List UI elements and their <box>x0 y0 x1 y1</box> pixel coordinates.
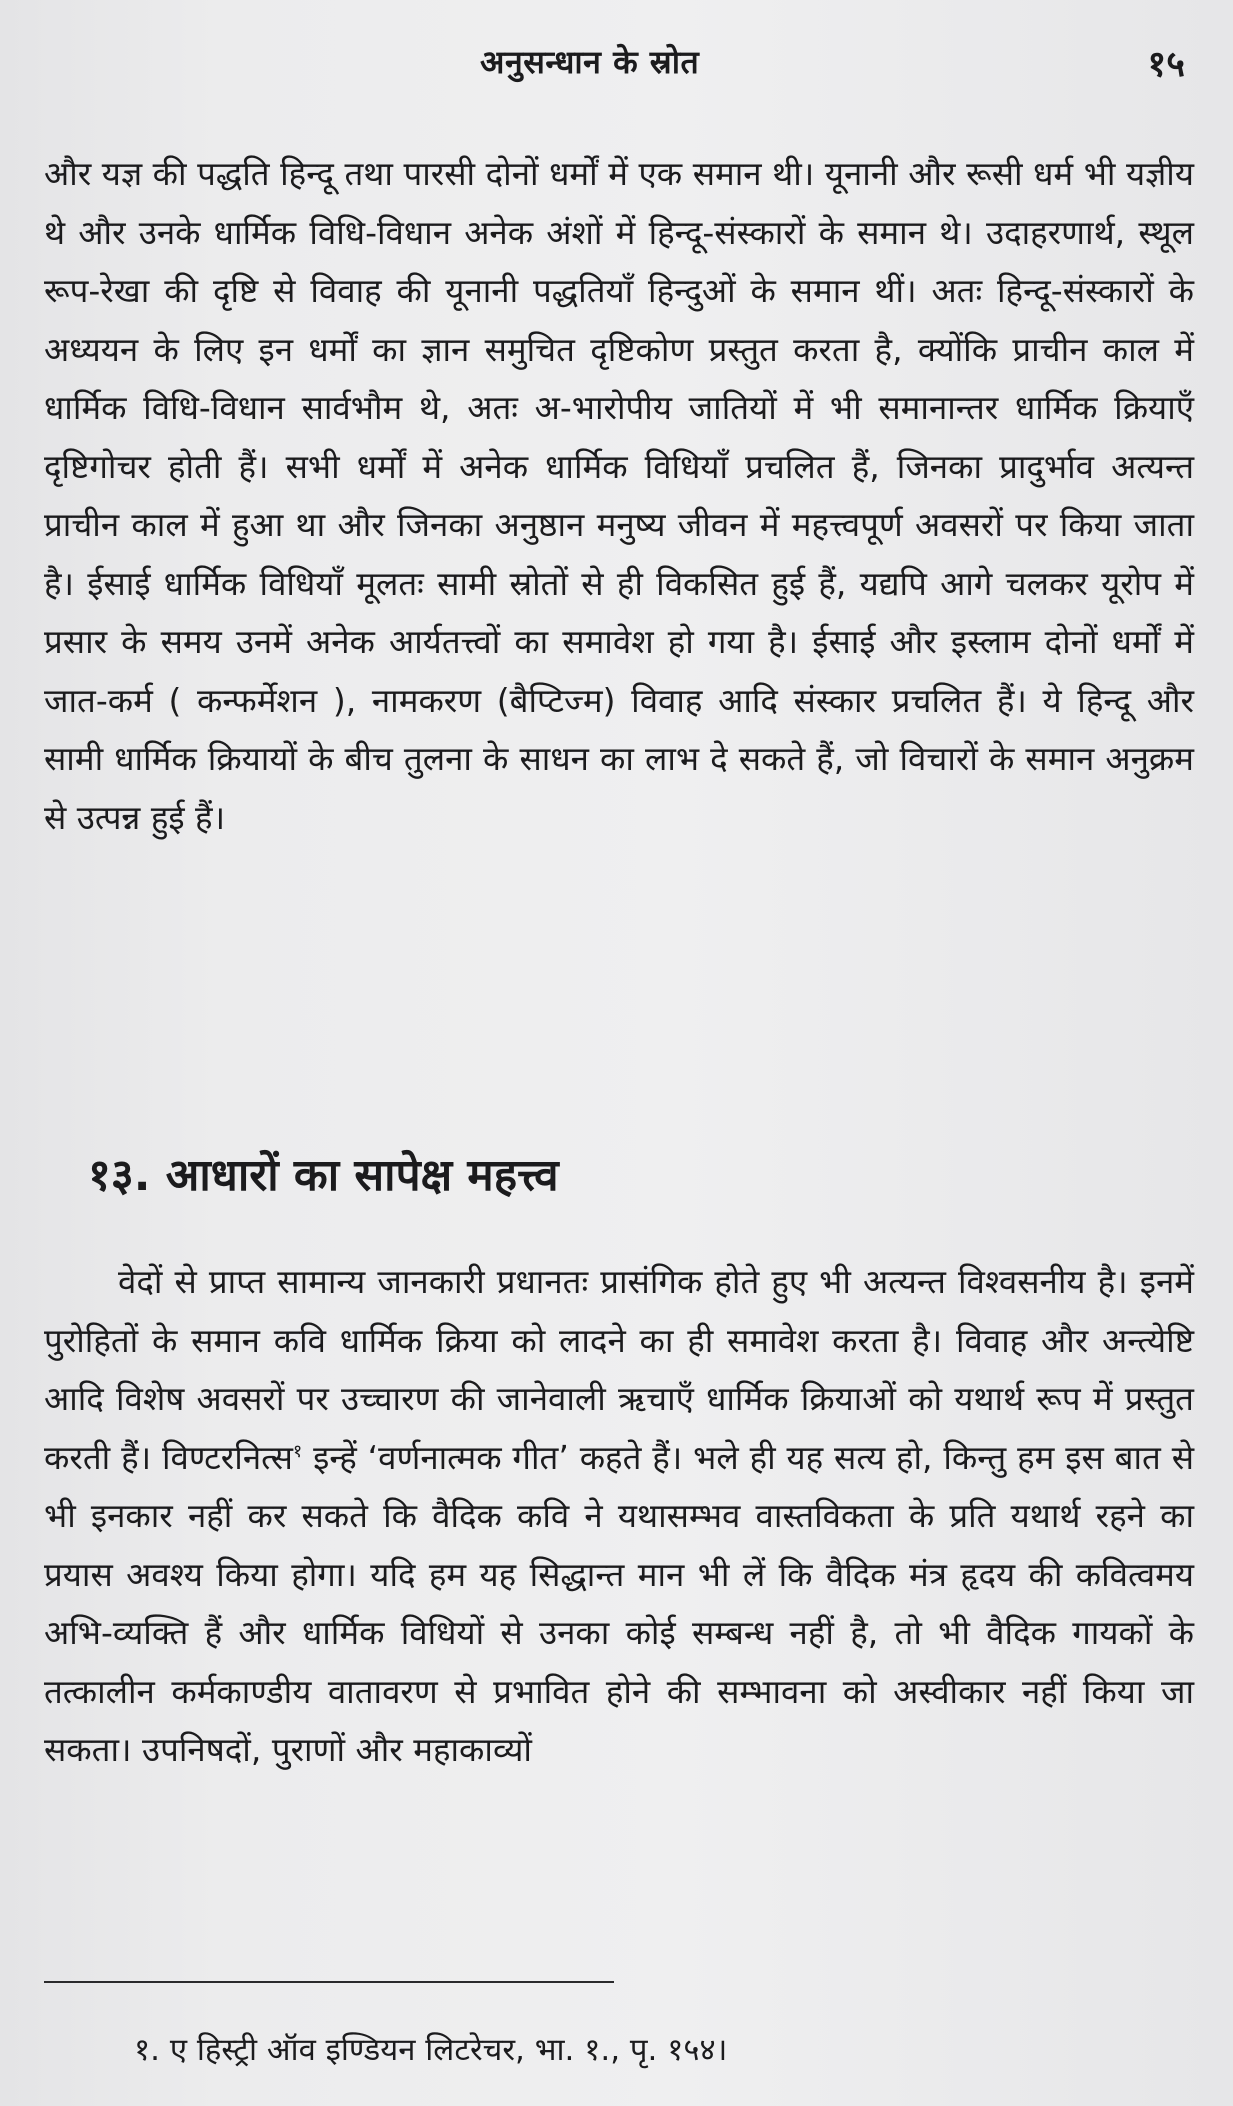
running-head <box>0 40 1233 100</box>
footnote-marker: १ <box>292 1440 303 1462</box>
page-number: १५ <box>1147 44 1185 85</box>
body-paragraph: और यज्ञ की पद्धति हिन्दू तथा पारसी दोनों धर्मों में एक समान थी। यूनानी और रूसी धर्म भी यज्ञीय थे और उनके धार्मिक विधि-विधान अनेक अंशों में हिन्दू-संस्कारों के समान थे। उदाहरणार्थ, स्थूल रूप-रेखा की दृष्टि से विवाह की यूनानी पद्धतियाँ हिन्दुओं के समान थीं। अतः हिन्दू-संस्कारों के अध्ययन के लिए इन धर्मों का ज्ञान समुचित दृष्टिकोण प्रस्तुत करता है, क्योंकि प्राचीन काल में धार्मिक विधि-विधान सार्वभौम थे, अतः अ-भारोपीय जातियों में भी समानान्तर धार्मिक क्रियाएँ दृष्टिगोचर होती हैं। सभी धर्मों में अनेक धार्मिक विधियाँ प्रचलित हैं, जिनका प्रादुर्भाव अत्यन्त प्राचीन काल में हुआ था और जिनका अनुष्ठान मनुष्य जीवन में महत्त्वपूर्ण अवसरों पर किया जाता है। ईसाई धार्मिक विधियाँ मूलतः सामी स्रोतों से ही विकसित हुई हैं, यद्यपि आगे चलकर यूरोप में प्रसार के समय उनमें अनेक आर्यतत्त्वों का समावेश हो गया है। ईसाई और इस्लाम दोनों धर्मों में जात-कर्म ( कन्फर्मेशन ), नामकरण (बैप्टिज्म) विवाह आदि संस्कार प्रचलित हैं। ये हिन्दू और सामी धार्मिक क्रियायों के बीच तुलना के साधन का लाभ दे सकते हैं, जो विचारों के समान अनुक्रम से उत्पन्न हुई हैं। <box>44 154 1194 837</box>
paragraph-text: इन्हें ‘वर्णनात्मक गीत’ कहते हैं। भले ही यह सत्य हो, किन्तु हम इस बात से भी इनकार नहीं कर सकते कि वैदिक कवि ने यथासम्भव वास्तविकता के प्रति यथार्थ रहने का प्रयास अवश्य किया होगा। यदि हम यह सिद्धान्त मान भी लें कि वैदिक मंत्र हृदय की कवित्वमय अभि-व्यक्ति हैं और धार्मिक विधियों से उनका कोई सम्बन्ध नहीं है, तो भी वैदिक गायकों के तत्कालीन कर्मकाण्डीय वातावरण से प्रभावित होने की सम्भावना को अस्वीकार नहीं किया जा सकता। उपनिषदों, पुराणों और महाकाव्यों <box>44 1437 1194 1769</box>
running-title: अनुसन्धान के स्रोत <box>480 43 700 81</box>
footnote-divider <box>44 1981 614 1983</box>
body-paragraph <box>44 1253 1194 1780</box>
footnote: १. ए हिस्ट्री ऑव इण्डियन लिटरेचर, भा. १., पृ. १५४। <box>134 2032 728 2068</box>
paragraph-text: वेदों से प्राप्त सामान्य जानकारी प्रधानतः प्रासंगिक होते हुए भी अत्यन्त विश्वसनीय है। इनमें पुरोहितों के समान कवि धार्मिक क्रिया को लादने का ही समावेश करता है। विवाह और अन्त्येष्टि आदि विशेष अवसरों पर उच्चारण की जानेवाली ऋचाएँ धार्मिक क्रियाओं को यथार्थ रूप में प्रस्तुत करती हैं। विण्टरनित्स <box>44 1262 1194 1477</box>
section-heading: १३. आधारों का सापेक्ष महत्त्व <box>88 1150 559 1201</box>
